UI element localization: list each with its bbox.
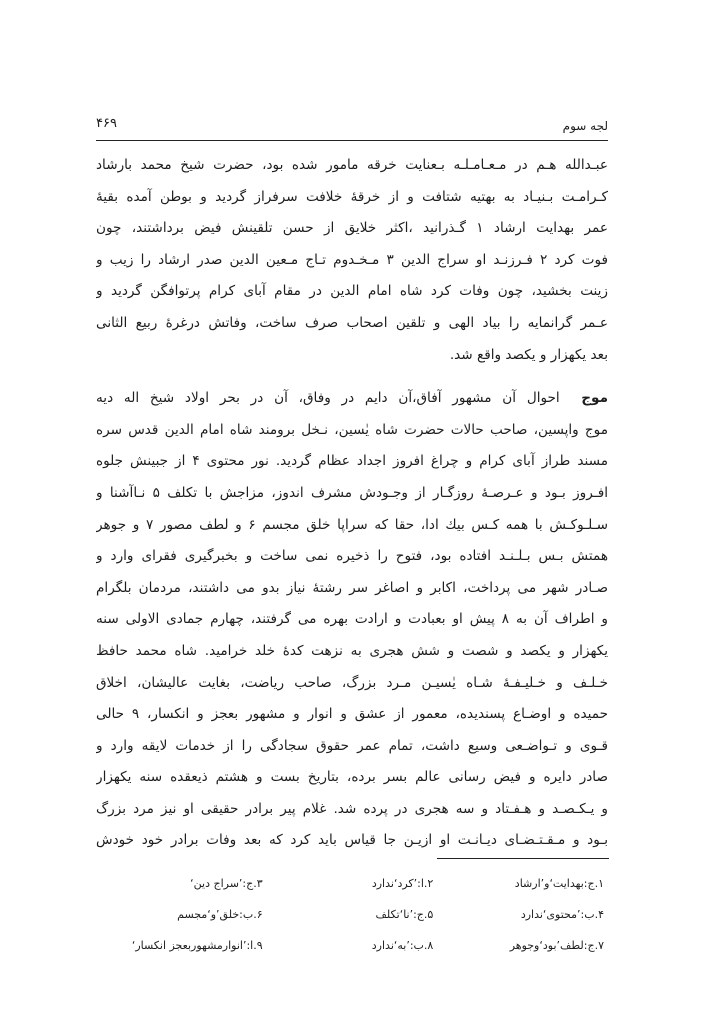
page-number: ۴۶۹ xyxy=(96,116,117,131)
footnote: ۵.ج:’نا‘تکلف xyxy=(375,907,434,921)
footnote-row xyxy=(96,868,608,899)
footnote: ۲.ا:’کرد‘ندارد xyxy=(371,876,434,890)
text-line: مسند طراز آبای کرام و چراغ افروز اجداد عظام گردید. نور محتوی ۴ از جبینش جلوه xyxy=(96,453,608,470)
footnote: ۹.ا:’انوارمشهوربعجز انکسار‘ xyxy=(131,938,263,952)
footnote: ۶.ب:خلق’و‘مجسم xyxy=(177,907,263,921)
text-line: یکهزار و یکصد و شصت و شش هجری به نزهت کدهٔ خلد خرامید. شاه محمد حافظ xyxy=(96,642,608,659)
text-line: عبـدالله هـم در مـعـامـلـه بـعنایت خرقه مامور شده بود، حضرت شیخ محمد بارشاد xyxy=(96,157,608,173)
footnote: ۳.ج:’سراج دین‘ xyxy=(190,876,263,890)
page-header xyxy=(96,118,608,141)
text-line: فوت کرد ۲ فـرزنـد او سراج الدین ۳ مـخـدوم تـاج مـعین الدین صدر ارشاد را زیب و xyxy=(96,251,608,268)
body-text xyxy=(96,150,608,857)
text-line: زینت بخشید، چون وفات کرد شاه امام الدین در مقام آبای کرام پرتوافگن گردید و xyxy=(96,283,608,300)
text-line: عـمر گرانمایه را بیاد الهی و تلقین اصحاب صرف ساخت، وفاتش درغرهٔ ربیع الثانی xyxy=(96,314,608,331)
text-line: موج واپسین، صاحب حالات حضرت شاه یٰسین، نـخل برومند شاه امام الدین قدس سره xyxy=(96,421,608,438)
text-line: قـوی و تـواضـعی وسیع داشت، تمام عمر حقوق سجادگی را از خدمات لایقه وارد و xyxy=(96,737,608,754)
footnote-row xyxy=(96,930,608,961)
text-line: کـرامـت بـنیـاد به بهتیه شتافت و از خرقهٔ خلافت سرفراز گردید و بوطن آمده بقیهٔ xyxy=(96,188,608,205)
text-line: صـادر شهر می پرداخت، اکابر و اصاغر سر رشتهٔ نیاز بدو می داشتند، مردمان بلگرام xyxy=(96,579,608,596)
text-line: حمیده و اوضـاع پسندیده، معمور از عشق و انوار و مشهور بعجز و انکسار، ۹ حالی xyxy=(96,706,608,723)
text-line: عمر بهدایت ارشاد ۱ گـذرانید ،اکثر خلایق از حسن تلقینش فیض برداشتند، چون xyxy=(96,220,608,237)
text-line: و یـکـصـد و هـفـتاد و سه هجری در پرده شد. غلام پیر برادر حقیقی او نیز مرد بزرگ xyxy=(96,800,608,817)
text-line: سـلـوکـش با همه کـس بیك ادا، حقا که سراپا خلق مجسم ۶ و لطف مصور ۷ و جوهر xyxy=(96,516,608,533)
text-line: همتش بـس بـلـنـد افتاده بود، فتوح را ذخیره نمی ساخت و بخبرگیری فقرای وارد و xyxy=(96,548,608,565)
footnote-separator xyxy=(437,858,609,859)
text-line: صادر دایره و فیض رسانی عالم بسر برده، بتاریخ بست و هشتم ذیعقده سنه یکهزار xyxy=(96,769,608,786)
running-title: لجه سوم xyxy=(562,119,608,133)
footnotes xyxy=(96,868,608,961)
text-line: و اطراف آن به ۸ پیش او بعبادت و ارادت بهره می گرفتند، چهارم جمادی الاولی سنه xyxy=(96,611,608,628)
paragraph-gap xyxy=(96,371,608,383)
text-line-with-label xyxy=(96,383,608,415)
footnote: ۷.ج:لطف’بود‘وجوهر xyxy=(509,938,604,952)
footnote: ۸.ب:’به‘ندارد xyxy=(371,938,434,952)
footnote: ۴.ب:’محتوی‘ندارد xyxy=(520,907,604,921)
section-label-mawj: موج xyxy=(581,390,608,407)
text-line: بعد یکهزار و یکصد واقع شد. xyxy=(449,346,608,363)
footnote-row xyxy=(96,899,608,930)
text-line: افـروز بـود و عـرصـهٔ روزگـار از وجـودش مشرف اندوز، مزاجش با تکلف ۵ نـاآشنا و xyxy=(96,484,608,501)
footnote: ۱.ج:بهدایت‘و’ارشاد xyxy=(514,876,604,890)
text-line: خـلـف و خـلیـفـهٔ شـاه یٰسیـن مـرد بزرگ، صاحب ریاضت، بغایت عالیشان، اخلاق xyxy=(96,674,608,691)
text-line-content: احوال آن مشهور آفاق،آن دایم در وفاق، آن در بحر اولاد شیخ اله دیه xyxy=(96,390,560,407)
text-line: بـود و مـقـتـضـای دیـانـت او ازیـن جا قیاس باید کرد که بعد وفات برادر خود خودش xyxy=(96,832,608,849)
